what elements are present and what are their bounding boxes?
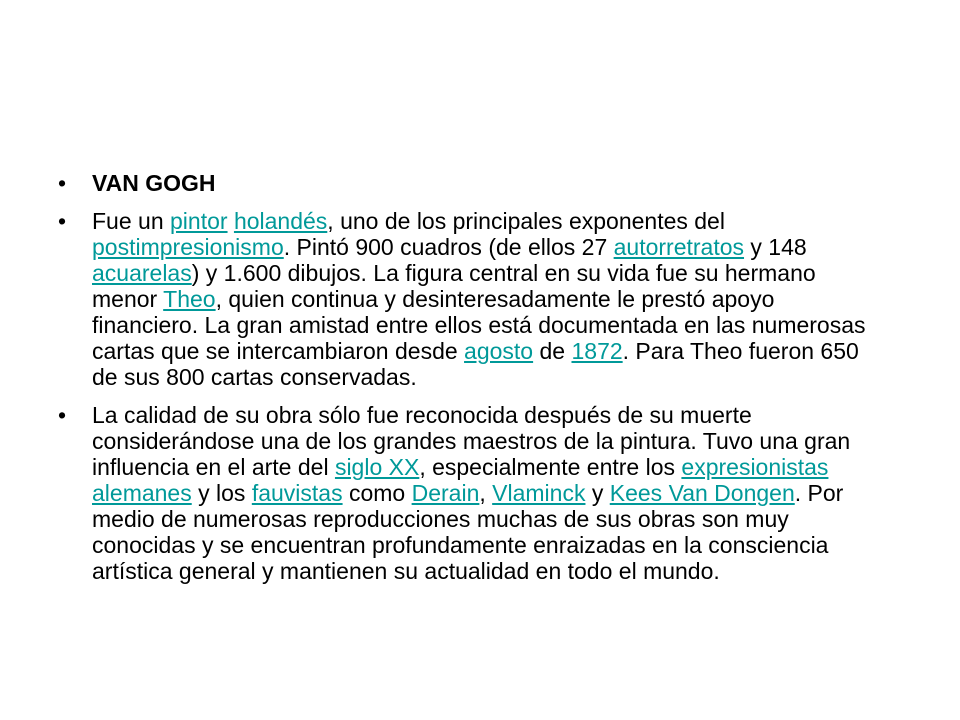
paragraph-text: y los [191, 480, 252, 506]
paragraph-text: . Por medio de numerosas reproducciones muchas de sus obras son muy conocidas y se encuentran profundamente enraizadas en la consciencia artística general y mantienen su actualidad en todo el mundo. [92, 480, 844, 584]
link-fauvistas[interactable]: fauvistas [251, 480, 343, 506]
paragraph-text: y 148 [744, 234, 807, 260]
link-agosto[interactable]: agosto [464, 338, 534, 364]
bullet-item-legacy [56, 402, 876, 584]
paragraph-text: ) y 1.600 dibujos. La figura central en su vida fue su hermano menor [92, 260, 816, 312]
heading-text: VAN GOGH [92, 170, 216, 196]
link-autorretratos[interactable]: autorretratos [613, 234, 745, 260]
link-vlaminck[interactable]: Vlaminck [492, 480, 586, 506]
paragraph-text: de [533, 338, 572, 364]
bullet-marker: • [58, 402, 67, 428]
paragraph-text: y [585, 480, 610, 506]
link-siglo-xx[interactable]: siglo XX [334, 454, 420, 480]
paragraph-text: La calidad de su obra sólo fue reconocida después de su muerte considerándose una de los grandes maestros de la pintura. Tuvo una gran influencia en el arte del [92, 402, 851, 480]
link-theo[interactable]: Theo [163, 286, 216, 312]
bullet-marker: • [58, 170, 67, 196]
link-acuarelas[interactable]: acuarelas [92, 260, 192, 286]
paragraph-text: , especialmente entre los [419, 454, 682, 480]
paragraph-text: como [342, 480, 412, 506]
link-pintor[interactable]: pintor [170, 208, 228, 234]
bullet-list [56, 170, 876, 596]
bullet-marker: • [58, 208, 67, 234]
paragraph-text: , [479, 480, 493, 506]
link-expresionistas-alemanes[interactable]: expresionistas alemanes [92, 454, 829, 506]
paragraph-text: , uno de los principales exponentes del [327, 208, 725, 234]
link-kees-van-dongen[interactable]: Kees Van Dongen [609, 480, 795, 506]
paragraph-text: . Pintó 900 cuadros (de ellos 27 [283, 234, 614, 260]
paragraph-text: . Para Theo fueron 650 de sus 800 cartas conservadas. [92, 338, 859, 390]
paragraph-text: , quien continua y desinteresadamente le prestó apoyo financiero. La gran amistad entre ellos está documentada en las numerosas cartas que se intercambiaron desde [92, 286, 866, 364]
link-derain[interactable]: Derain [411, 480, 480, 506]
link-holandes[interactable]: holandés [233, 208, 328, 234]
link-1872[interactable]: 1872 [571, 338, 623, 364]
link-postimpresionismo[interactable]: postimpresionismo [92, 234, 284, 260]
bullet-item-heading [56, 170, 876, 196]
paragraph-text: Fue un [92, 208, 170, 234]
bullet-item-biography [56, 208, 876, 390]
